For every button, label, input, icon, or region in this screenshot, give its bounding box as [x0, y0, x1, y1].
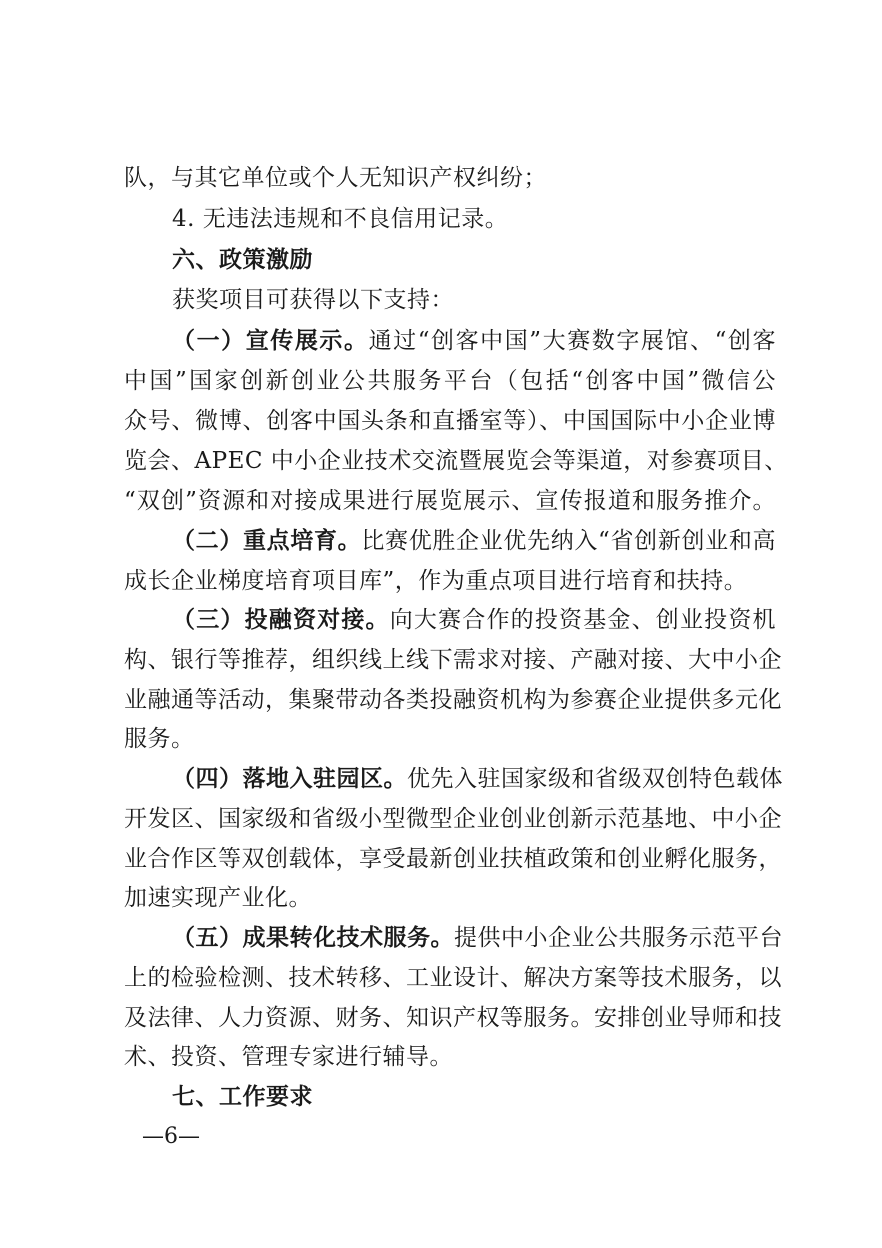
paragraph-text: 比赛优胜企业优先纳入“省创新创业和高 [361, 528, 776, 554]
text-line: 上的检验检测、技术转移、工业设计、解决方案等技术服务，以 [124, 965, 782, 991]
paragraph-first-line [172, 325, 776, 357]
text-line: 业融通等活动，集聚带动各类投融资机构为参赛企业提供多元化 [124, 687, 782, 713]
paragraph-first-line [172, 763, 783, 795]
text-line: 加速实现产业化。 [124, 885, 312, 911]
text-line: 业合作区等双创载体，享受最新创业扶植政策和创业孵化服务， [124, 846, 782, 872]
paragraph-lead: （五）成果转化技术服务。 [172, 925, 454, 951]
paragraph-text: 向大赛合作的投资基金、创业投资机 [389, 607, 776, 633]
paragraph-text: 提供中小企业公共服务示范平台 [454, 925, 783, 951]
text-line: 构、银行等推荐，组织线上线下需求对接、产融对接、大中小企 [124, 647, 782, 673]
paragraph-text: 通过“创客中国”大赛数字展馆、“创客 [368, 328, 777, 354]
paragraph-first-line [172, 525, 776, 557]
text-line: 中国”国家创新创业公共服务平台（包括“创客中国”微信公 [124, 368, 776, 394]
text-line: 术、投资、管理专家进行辅导。 [124, 1044, 453, 1070]
paragraph-lead: （四）落地入驻园区。 [172, 766, 407, 792]
text-line: 览会、APEC 中小企业技术交流暨展览会等渠道，对参赛项目、 [124, 448, 788, 474]
section-heading: 六、政策激励 [172, 247, 313, 273]
text-line: 成长企业梯度培育项目库”，作为重点项目进行培育和扶持。 [124, 568, 748, 594]
paragraph-first-line [172, 604, 776, 636]
text-line: 及法律、人力资源、财务、知识产权等服务。安排创业导师和技 [124, 1005, 782, 1031]
page-number: —6— [142, 1124, 200, 1149]
text-line: “双创”资源和对接成果进行展览展示、宣传报道和服务推介。 [124, 488, 776, 514]
text-line: 开发区、国家级和省级小型微型企业创业创新示范基地、中小企 [124, 806, 782, 832]
paragraph-text: 优先入驻国家级和省级双创特色载体 [407, 766, 783, 792]
paragraph-lead: （三）投融资对接。 [172, 607, 390, 633]
text-line: 队，与其它单位或个人无知识产权纠纷； [124, 165, 547, 191]
paragraph-lead: （二）重点培育。 [172, 528, 362, 554]
text-line: 众号、微博、创客中国头条和直播室等）、中国国际中小企业博 [124, 408, 776, 434]
paragraph-lead: （一）宣传展示。 [172, 328, 369, 354]
paragraph-first-line [172, 922, 783, 954]
text-line: 4. 无违法违规和不良信用记录。 [172, 206, 509, 232]
section-heading: 七、工作要求 [172, 1084, 313, 1110]
text-line: 服务。 [124, 726, 195, 752]
text-line: 获奖项目可获得以下支持： [172, 287, 454, 313]
